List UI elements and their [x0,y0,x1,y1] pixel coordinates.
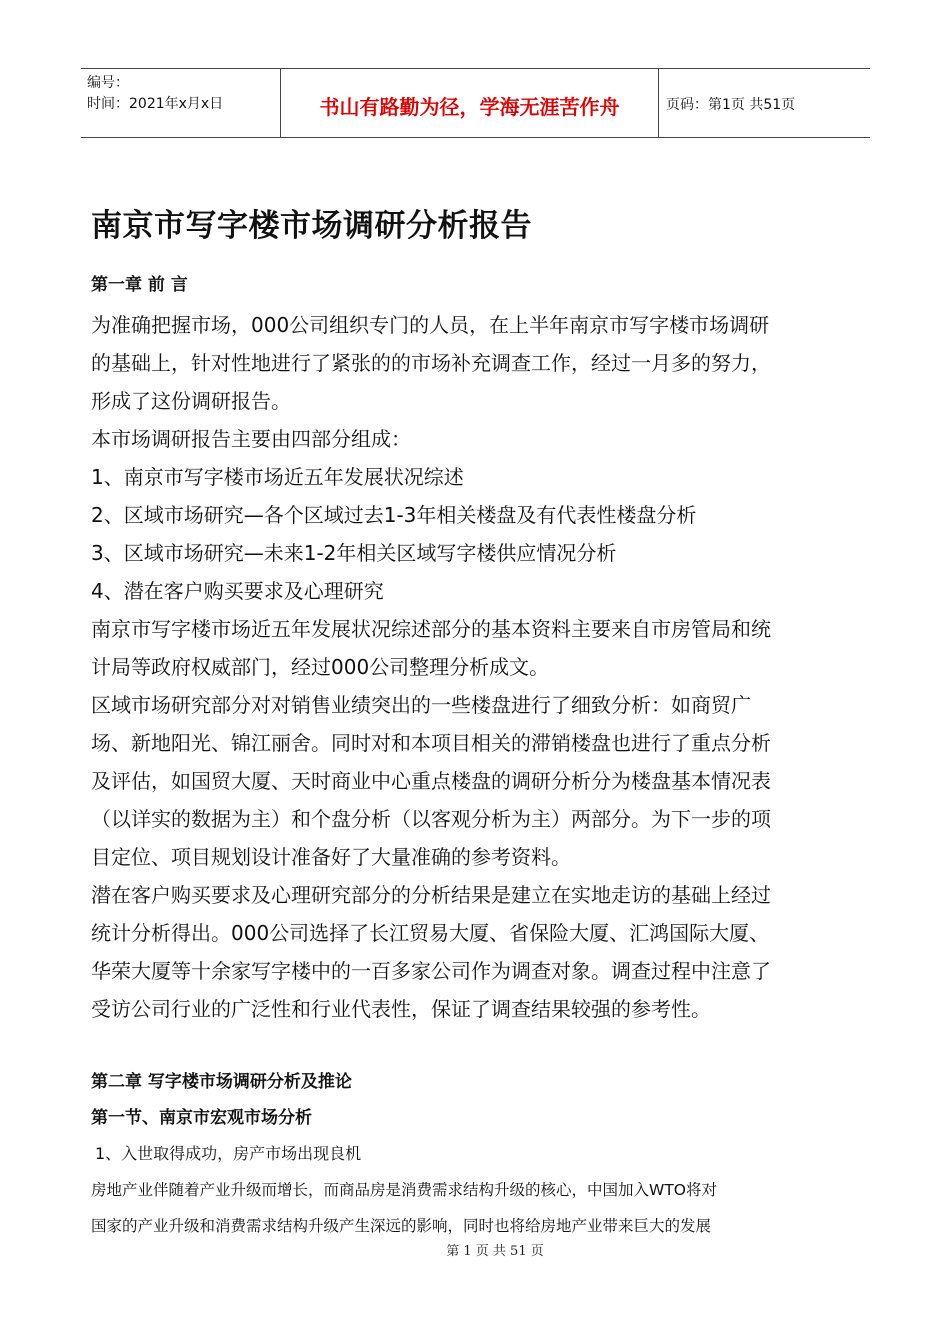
list-item: 3、区域市场研究—未来1-2年相关区域写字楼供应情况分析 [91,541,617,565]
paragraph-line: 南京市写字楼市场近五年发展状况综述部分的基本资料主要来自市房管局和统 [91,617,771,641]
date-label: 时间：2021年x月x日 [87,96,224,112]
paragraph-line: （以详实的数据为主）和个盘分析（以客观分析为主）两部分。为下一步的项 [91,807,771,831]
chapter1-heading: 第一章 前 言 [91,275,188,295]
paragraph-line: 受访公司行业的广泛性和行业代表性，保证了调查结果较强的参考性。 [91,997,711,1021]
paragraph-line: 形成了这份调研报告。 [91,389,291,413]
paragraph-line: 房地产业伴随着产业升级而增长，而商品房是消费需求结构升级的核心，中国加入WTO将对 [91,1181,717,1199]
page-title: 南京市写字楼市场调研分析报告 [91,208,532,244]
paragraph-line: 场、新地阳光、锦江丽舍。同时对和本项目相关的滞销楼盘也进行了重点分析 [91,731,771,755]
paragraph-line: 统计分析得出。000公司选择了长江贸易大厦、省保险大厦、汇鸿国际大厦、 [91,921,770,945]
chapter2-body [91,1172,861,1244]
list-item: 4、潜在客户购买要求及心理研究 [91,579,384,603]
paragraph-line: 的基础上，针对性地进行了紧张的的市场补充调查工作，经过一月多的努力， [91,351,771,375]
page-footer: 第 1 页 共 51 页 [446,1244,544,1259]
list-item: 2、区域市场研究—各个区域过去1-3年相关楼盘及有代表性楼盘分析 [91,503,697,527]
code-label: 编号： [87,75,129,91]
chapter1-body [91,306,861,1028]
paragraph-line: 国家的产业升级和消费需求结构升级产生深远的影响，同时也将给房地产业带来巨大的发展 [91,1217,712,1235]
document-body [91,264,861,1244]
header-page-info: 页码：第1页 共51页 [666,97,796,113]
paragraph-line: 为准确把握市场，000公司组织专门的人员，在上半年南京市写字楼市场调研 [91,313,770,337]
paragraph-line: 目定位、项目规划设计准备好了大量准确的参考资料。 [91,845,571,869]
paragraph-line: 本市场调研报告主要由四部分组成： [91,427,411,451]
paragraph-line: 计局等政府权威部门，经过000公司整理分析成文。 [91,655,550,679]
paragraph-line: 华荣大厦等十余家写字楼中的一百多家公司作为调查对象。调查过程中注意了 [91,959,771,983]
list-item: 1、南京市写字楼市场近五年发展状况综述 [91,465,464,489]
paragraph-line: 及评估，如国贸大厦、天时商业中心重点楼盘的调研分析分为楼盘基本情况表 [91,769,771,793]
section-gap [91,1028,861,1064]
paragraph-line: 区域市场研究部分对对销售业绩突出的一些楼盘进行了细致分析：如商贸广 [91,693,751,717]
header-motto: 书山有路勤为径，学海无涯苦作舟 [281,69,659,137]
document-header [81,68,870,138]
section1-heading: 第一节、南京市宏观市场分析 [91,1108,312,1128]
subsection-heading: 1、入世取得成功，房产市场出现良机 [95,1144,362,1163]
paragraph-line: 潜在客户购买要求及心理研究部分的分析结果是建立在实地走访的基础上经过 [91,883,771,907]
chapter2-heading: 第二章 写字楼市场调研分析及推论 [91,1072,352,1092]
header-meta [81,69,281,137]
